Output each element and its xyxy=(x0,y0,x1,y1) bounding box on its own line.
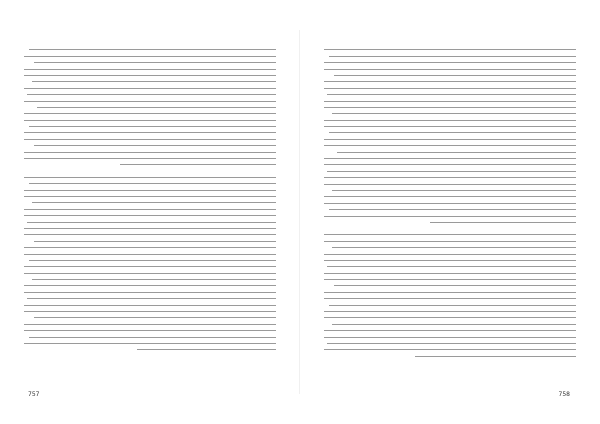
text-line xyxy=(337,152,576,153)
text-line xyxy=(24,120,276,121)
text-line xyxy=(324,317,576,318)
text-line xyxy=(24,69,276,70)
text-line xyxy=(24,234,276,235)
text-line xyxy=(324,196,576,197)
text-line xyxy=(324,311,576,312)
text-line xyxy=(24,75,276,76)
text-line xyxy=(27,298,276,299)
text-line xyxy=(24,139,276,140)
text-line xyxy=(324,279,576,280)
text-line xyxy=(120,164,276,165)
text-line xyxy=(29,337,276,338)
text-line xyxy=(24,196,276,197)
text-line xyxy=(24,152,276,153)
text-line xyxy=(332,190,576,191)
text-line xyxy=(24,266,276,267)
text-line xyxy=(24,285,276,286)
text-line xyxy=(24,190,276,191)
text-line xyxy=(137,349,276,350)
text-line xyxy=(24,330,276,331)
page-number: 757 xyxy=(28,391,40,398)
left-text-column xyxy=(24,44,276,350)
text-line xyxy=(24,56,276,57)
text-line xyxy=(24,273,276,274)
text-line xyxy=(324,120,576,121)
text-line xyxy=(29,126,276,127)
text-line xyxy=(324,349,576,350)
text-line xyxy=(324,164,576,165)
text-line xyxy=(24,209,276,210)
text-line xyxy=(324,126,576,127)
text-line xyxy=(24,247,276,248)
text-line xyxy=(324,158,576,159)
text-line xyxy=(327,266,576,267)
text-line xyxy=(324,69,576,70)
text-line xyxy=(37,107,276,108)
text-line xyxy=(27,94,276,95)
text-line xyxy=(27,222,276,223)
text-line xyxy=(324,145,576,146)
text-line xyxy=(324,81,576,82)
text-line xyxy=(324,273,576,274)
text-line xyxy=(329,209,576,210)
text-line xyxy=(430,222,576,223)
text-line xyxy=(324,49,576,50)
text-line xyxy=(324,101,576,102)
text-line xyxy=(24,113,276,114)
text-line xyxy=(34,317,276,318)
text-line xyxy=(34,62,276,63)
text-line xyxy=(24,254,276,255)
text-line xyxy=(327,171,576,172)
text-line xyxy=(327,94,576,95)
text-line xyxy=(415,356,576,357)
text-line xyxy=(32,202,276,203)
text-line xyxy=(324,177,576,178)
text-line xyxy=(24,132,276,133)
text-line xyxy=(24,177,276,178)
text-line xyxy=(34,145,276,146)
text-line xyxy=(324,203,576,204)
text-line xyxy=(24,292,276,293)
text-line xyxy=(327,343,576,344)
text-line xyxy=(29,183,276,184)
text-line xyxy=(324,216,576,217)
text-line xyxy=(24,311,276,312)
text-line xyxy=(332,324,576,325)
text-line xyxy=(24,324,276,325)
text-line xyxy=(29,49,276,50)
text-line xyxy=(332,113,576,114)
text-line xyxy=(324,88,576,89)
text-line xyxy=(334,75,576,76)
text-line xyxy=(24,215,276,216)
text-line xyxy=(324,292,576,293)
text-line xyxy=(24,158,276,159)
text-line xyxy=(24,343,276,344)
text-line xyxy=(332,247,576,248)
text-line xyxy=(324,298,576,299)
text-line xyxy=(324,234,576,235)
text-line xyxy=(32,279,276,280)
text-line xyxy=(329,132,576,133)
text-line xyxy=(32,81,276,82)
right-page xyxy=(300,0,600,424)
text-line xyxy=(24,101,276,102)
text-line xyxy=(29,260,276,261)
text-line xyxy=(324,254,576,255)
text-line xyxy=(324,184,576,185)
text-line xyxy=(324,330,576,331)
text-line xyxy=(324,241,576,242)
text-line xyxy=(24,305,276,306)
text-line xyxy=(24,228,276,229)
text-line xyxy=(329,305,576,306)
text-line xyxy=(324,107,576,108)
text-line xyxy=(324,260,576,261)
right-text-column xyxy=(324,44,576,357)
page-number: 758 xyxy=(558,391,570,398)
text-line xyxy=(324,62,576,63)
text-line xyxy=(324,337,576,338)
text-line xyxy=(324,139,576,140)
text-line xyxy=(34,241,276,242)
text-line xyxy=(334,285,576,286)
text-line xyxy=(24,88,276,89)
text-line xyxy=(329,56,576,57)
